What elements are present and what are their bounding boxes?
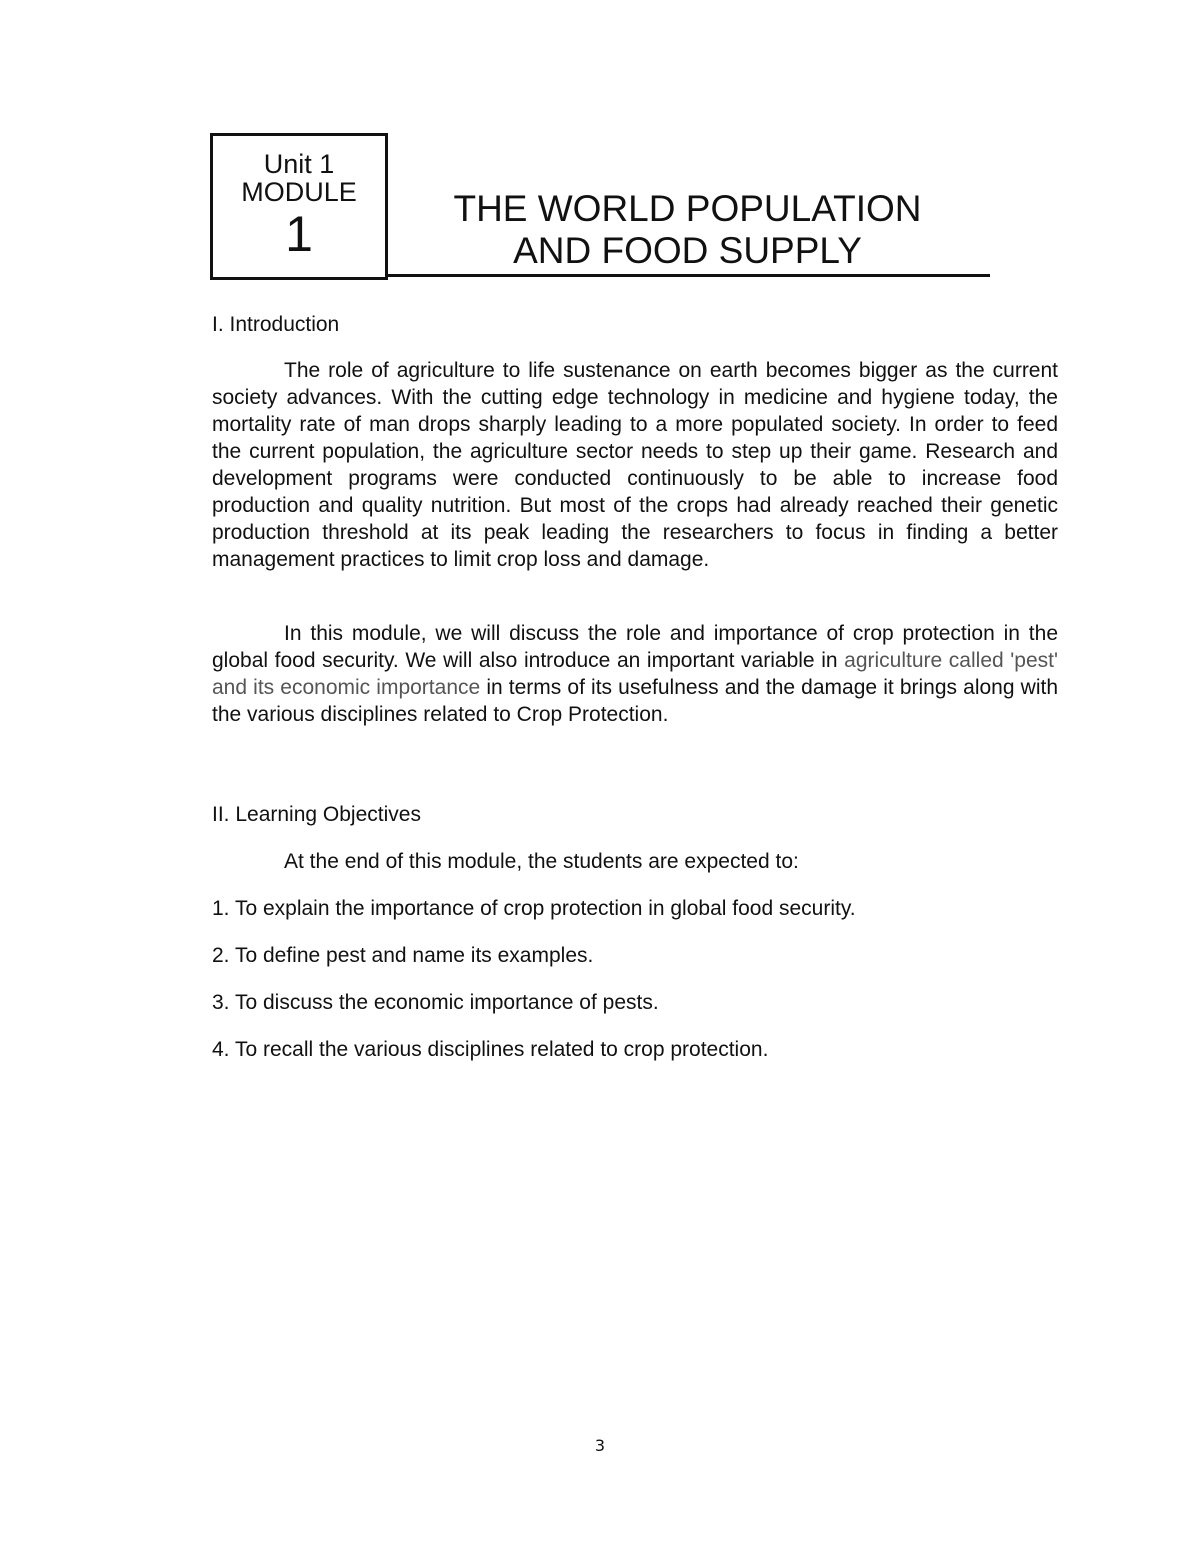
page-number: 3: [594, 1436, 606, 1455]
objective-item-2: 2. To define pest and name its examples.: [212, 944, 594, 967]
module-label-box: [210, 133, 388, 280]
learning-objectives-heading: II. Learning Objectives: [212, 803, 421, 826]
title-underline: [385, 274, 990, 277]
title-line-2: AND FOOD SUPPLY: [513, 230, 862, 271]
objective-item-4: 4. To recall the various disciplines related to crop protection.: [212, 1038, 769, 1061]
objectives-intro: At the end of this module, the students are expected to:: [284, 850, 799, 873]
objective-item-3: 3. To discuss the economic importance of pests.: [212, 991, 659, 1014]
paragraph-2-text-c: in terms of its usefulness and the damage it brings along with the various disciplines related to Crop Protection.: [212, 676, 1058, 726]
paragraph-2-text-b: agriculture called 'pest' and its economic importance: [212, 649, 1058, 699]
module-label: MODULE: [241, 177, 357, 207]
unit-label: Unit 1: [263, 149, 335, 179]
introduction-paragraph-2: [212, 620, 1058, 728]
module-title: [385, 188, 990, 272]
paragraph-2-text-a: In this module, we will discuss the role and importance of crop protection in the global food security. We will also introduce an important variable in: [212, 622, 1058, 672]
module-number: 1: [285, 206, 313, 262]
introduction-heading: I. Introduction: [212, 313, 340, 336]
objective-item-1: 1. To explain the importance of crop protection in global food security.: [212, 897, 856, 920]
introduction-paragraph-1: The role of agriculture to life sustenance on earth becomes bigger as the current society advances. With the cutting edge technology in medicine and hygiene today, the mortality rate of man drops sharply leading to a more populated society. In order to feed the current population, the agriculture sector needs to step up their game. Research and development programs were conducted continuously to be able to increase food production and quality nutrition. But most of the crops had already reached their genetic production threshold at its peak leading the researchers to focus in finding a better management practices to limit crop loss and damage.: [212, 359, 1058, 571]
title-line-1: THE WORLD POPULATION: [453, 188, 922, 229]
